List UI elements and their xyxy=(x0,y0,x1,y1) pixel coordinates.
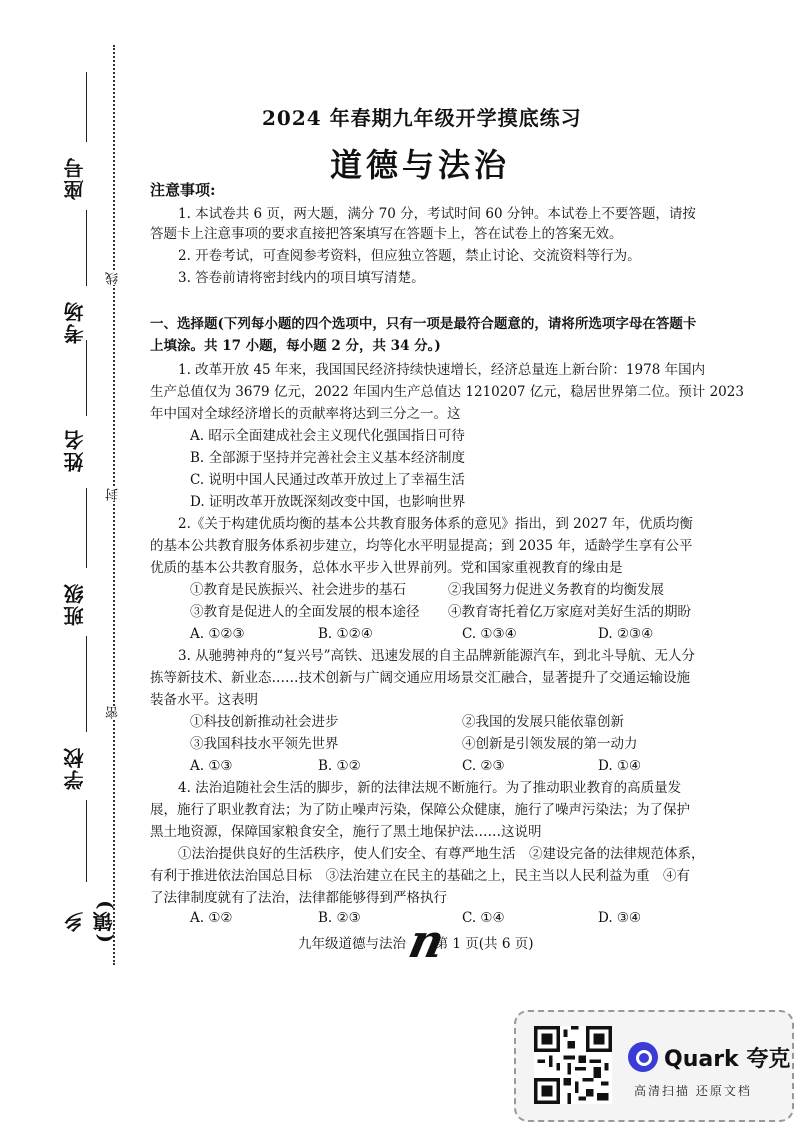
q4-choice-b: B. ②③ xyxy=(318,910,361,926)
notice-line-1: 1. 本试卷共 6 页，两大题，满分 70 分，考试时间 60 分钟。本试卷上不要答题，请按 xyxy=(178,206,696,222)
field-name-line[interactable] xyxy=(86,340,87,416)
field-seat-line[interactable] xyxy=(86,72,87,142)
q4-line-6: 了法律制度就有了法治，法律都能够得到严格执行 xyxy=(150,890,447,906)
field-class-line[interactable] xyxy=(86,488,87,568)
footer-page-number: 第 1 页(共 6 页) xyxy=(434,936,534,952)
notice-line-3: 2. 开卷考试，可查阅参考资料，但应独立答题，禁止讨论、交流资料等行为。 xyxy=(178,248,641,264)
q2-line-2: 的基本公共教育服务体系初步建立，均等化水平明显提高；到 2035 年，适龄学生享有公平 xyxy=(150,538,693,554)
q2-item-3: ③教育是促进人的全面发展的根本途径 xyxy=(190,604,420,620)
field-class-label: 班级 xyxy=(63,582,87,626)
q3-line-1: 3. 从驰骋神舟的“复兴号”高铁、迅速发展的自主品牌新能源汽车，到北斗导航、无人分 xyxy=(178,648,695,664)
q4-choice-a: A. ①② xyxy=(190,910,233,926)
q1-option-d: D. 证明改革开放既深刻改变中国，也影响世界 xyxy=(190,494,466,510)
section-heading-line-2: 上填涂。共 17 小题，每小题 2 分，共 34 分。) xyxy=(150,338,441,354)
seal-char-line: 线 xyxy=(104,272,124,285)
notice-heading: 注意事项: xyxy=(150,181,216,199)
q4-choice-d: D. ③④ xyxy=(598,910,642,926)
q3-item-1: ①科技创新推动社会进步 xyxy=(190,714,339,730)
q2-line-1: 2.《关于构建优质均衡的基本公共教育服务体系的意见》指出，到 2027 年，优质均衡 xyxy=(178,516,693,532)
q4-choice-c: C. ①④ xyxy=(462,910,505,926)
exam-title: 2024 年春期九年级开学摸底练习 xyxy=(262,106,582,130)
q3-choice-a: A. ①③ xyxy=(190,758,233,774)
binding-dotted-line xyxy=(113,45,115,965)
q3-item-4: ④创新是引领发展的第一动力 xyxy=(462,736,638,752)
q4-line-5: 有利于推进依法治国总目标 ③法治建立在民主的基础之上，民主当以人民利益为重 ④有 xyxy=(150,868,690,884)
quark-slogan: 高清扫描 还原文档 xyxy=(634,1084,752,1098)
watermark-letter: n xyxy=(404,914,450,968)
q1-line-1: 1. 改革开放 45 年来，我国国民经济持续快速增长，经济总量连上新台阶：1978 年国内 xyxy=(178,362,706,378)
q4-line-3: 黑土地资源，保障国家粮食安全，施行了黑土地保护法……这说明 xyxy=(150,824,542,840)
q2-line-3: 优质的基本公共教育服务，总体水平步入世界前列。党和国家重视教育的缘由是 xyxy=(150,560,623,576)
q1-line-2: 生产总值仅为 3679 亿元，2022 年国内生产总值达 1210207 亿元，稳居世界第二位。预计 2023 xyxy=(150,384,744,400)
seal-char-secret: 密 xyxy=(104,706,124,719)
q2-item-2: ②我国努力促进义务教育的均衡发展 xyxy=(448,582,664,598)
field-school-label: 学校 xyxy=(63,746,87,790)
seal-char-seal: 封 xyxy=(104,488,124,501)
q3-choice-d: D. ①④ xyxy=(598,758,642,774)
q4-line-2: 展，施行了职业教育法；为了防止噪声污染，保障公众健康，施行了噪声污染法；为了保护 xyxy=(150,802,690,818)
q4-line-4: ①法治提供良好的生活秩序，使人们安全、有尊严地生活 ②建设完备的法律规范体系， xyxy=(178,846,705,862)
q2-choice-c: C. ①③④ xyxy=(462,626,517,642)
q1-line-3: 年中国对全球经济增长的贡献率将达到三分之一。这 xyxy=(150,406,461,422)
quark-brand: Quark 夸克 xyxy=(664,1047,791,1072)
q2-choice-d: D. ②③④ xyxy=(598,626,654,642)
q3-line-2: 拣等新技术、新业态……技术创新与广阔交通应用场景交汇融合，显著提升了交通运输设施 xyxy=(150,670,690,686)
section-heading-line-1: 一、选择题(下列每小题的四个选项中，只有一项是最符合题意的，请将所选项字母在答题卡 xyxy=(150,316,697,332)
q2-item-4: ④教育寄托着亿万家庭对美好生活的期盼 xyxy=(448,604,691,620)
quark-logo-icon xyxy=(628,1042,658,1072)
notice-line-4: 3. 答卷前请将密封线内的项目填写清楚。 xyxy=(178,270,425,286)
q2-choice-a: A. ①②③ xyxy=(190,626,245,642)
q1-option-c: C. 说明中国人民通过改革开放过上了幸福生活 xyxy=(190,472,465,488)
q3-choice-c: C. ②③ xyxy=(462,758,505,774)
footer-subject: 九年级道德与法治 xyxy=(298,936,406,952)
quark-badge[interactable] xyxy=(514,1010,794,1122)
q2-choice-b: B. ①②④ xyxy=(318,626,373,642)
q3-item-2: ②我国的发展只能依靠创新 xyxy=(462,714,624,730)
field-school-line[interactable] xyxy=(86,636,87,732)
field-room-label: 考场 xyxy=(63,300,87,344)
notice-line-2: 答题卡上注意事项的要求直接把答案填写在答题卡上，答在试卷上的答案无效。 xyxy=(150,226,623,242)
q2-item-1: ①教育是民族振兴、社会进步的基石 xyxy=(190,582,406,598)
field-seat-label: 座号 xyxy=(63,156,87,200)
field-town-line[interactable] xyxy=(86,800,87,882)
q1-option-a: A. 昭示全面建成社会主义现代化强国指日可待 xyxy=(190,428,465,444)
q3-line-3: 装备水平。这表明 xyxy=(150,692,258,708)
q3-choice-b: B. ①② xyxy=(318,758,361,774)
field-name-label: 姓名 xyxy=(63,428,87,472)
subject-title: 道德与法治 xyxy=(330,146,511,184)
qr-code-icon[interactable] xyxy=(534,1026,612,1104)
q4-line-1: 4. 法治追随社会生活的脚步，新的法律法规不断施行。为了推动职业教育的高质量发 xyxy=(178,780,682,796)
field-room-line[interactable] xyxy=(86,210,87,286)
q1-option-b: B. 全部源于坚持并完善社会主义基本经济制度 xyxy=(190,450,466,466)
field-town-label: 乡(镇) xyxy=(63,898,116,944)
q3-item-3: ③我国科技水平领先世界 xyxy=(190,736,339,752)
